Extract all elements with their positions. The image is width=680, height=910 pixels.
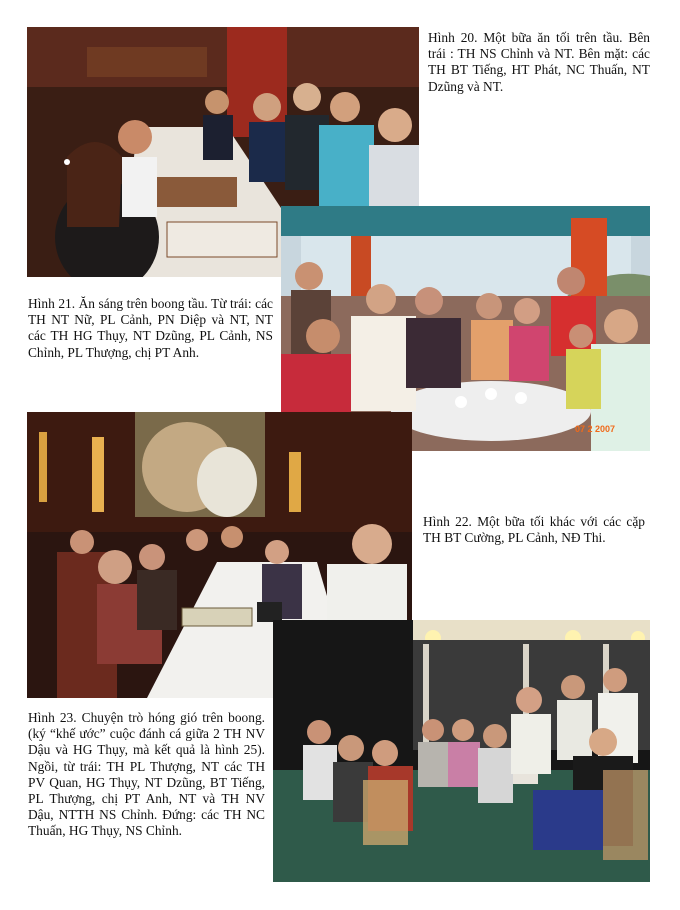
caption-fig22: Hình 22. Một bữa tối khác với các cặp TH BT Cường, PL Cảnh, NĐ Thi. [423, 514, 645, 546]
photo-date-stamp: 07 2 2007 [575, 424, 616, 434]
caption-fig23: Hình 23. Chuyện trò hóng gió trên boong. (ký “khế ước” cuộc đánh cá giữa 2 TH NV Dậu và HG Thụy, mà kết quả là hình 25). Ngồi, từ trái: TH PL Thượng, NT các TH PV Quan, HG Thụy, NT Dzũng, BT Tiếng, PL Thượng, chị PT Anh, NT và TH NV Dậu, NTTH NS Chỉnh. Đứng: các TH NC Thuấn, HG Thụy, NS Chỉnh. [28, 710, 265, 839]
photo-chatting-on-deck [273, 620, 650, 882]
caption-fig20: Hình 20. Một bữa ăn tối trên tầu. Bên trái : TH NS Chỉnh và NT. Bên mặt: các TH BT Tiếng, HT Phát, NC Thuấn, NT Dzũng và NT. [428, 30, 650, 94]
caption-fig21: Hình 21. Ăn sáng trên boong tầu. Từ trái: các TH NT Nữ, PL Cảnh, PN Diệp và NT, NT các TH HG Thụy, NT Dzũng, PL Cảnh, NS Chỉnh, PL Thượng, chị PT Anh. [28, 296, 273, 360]
